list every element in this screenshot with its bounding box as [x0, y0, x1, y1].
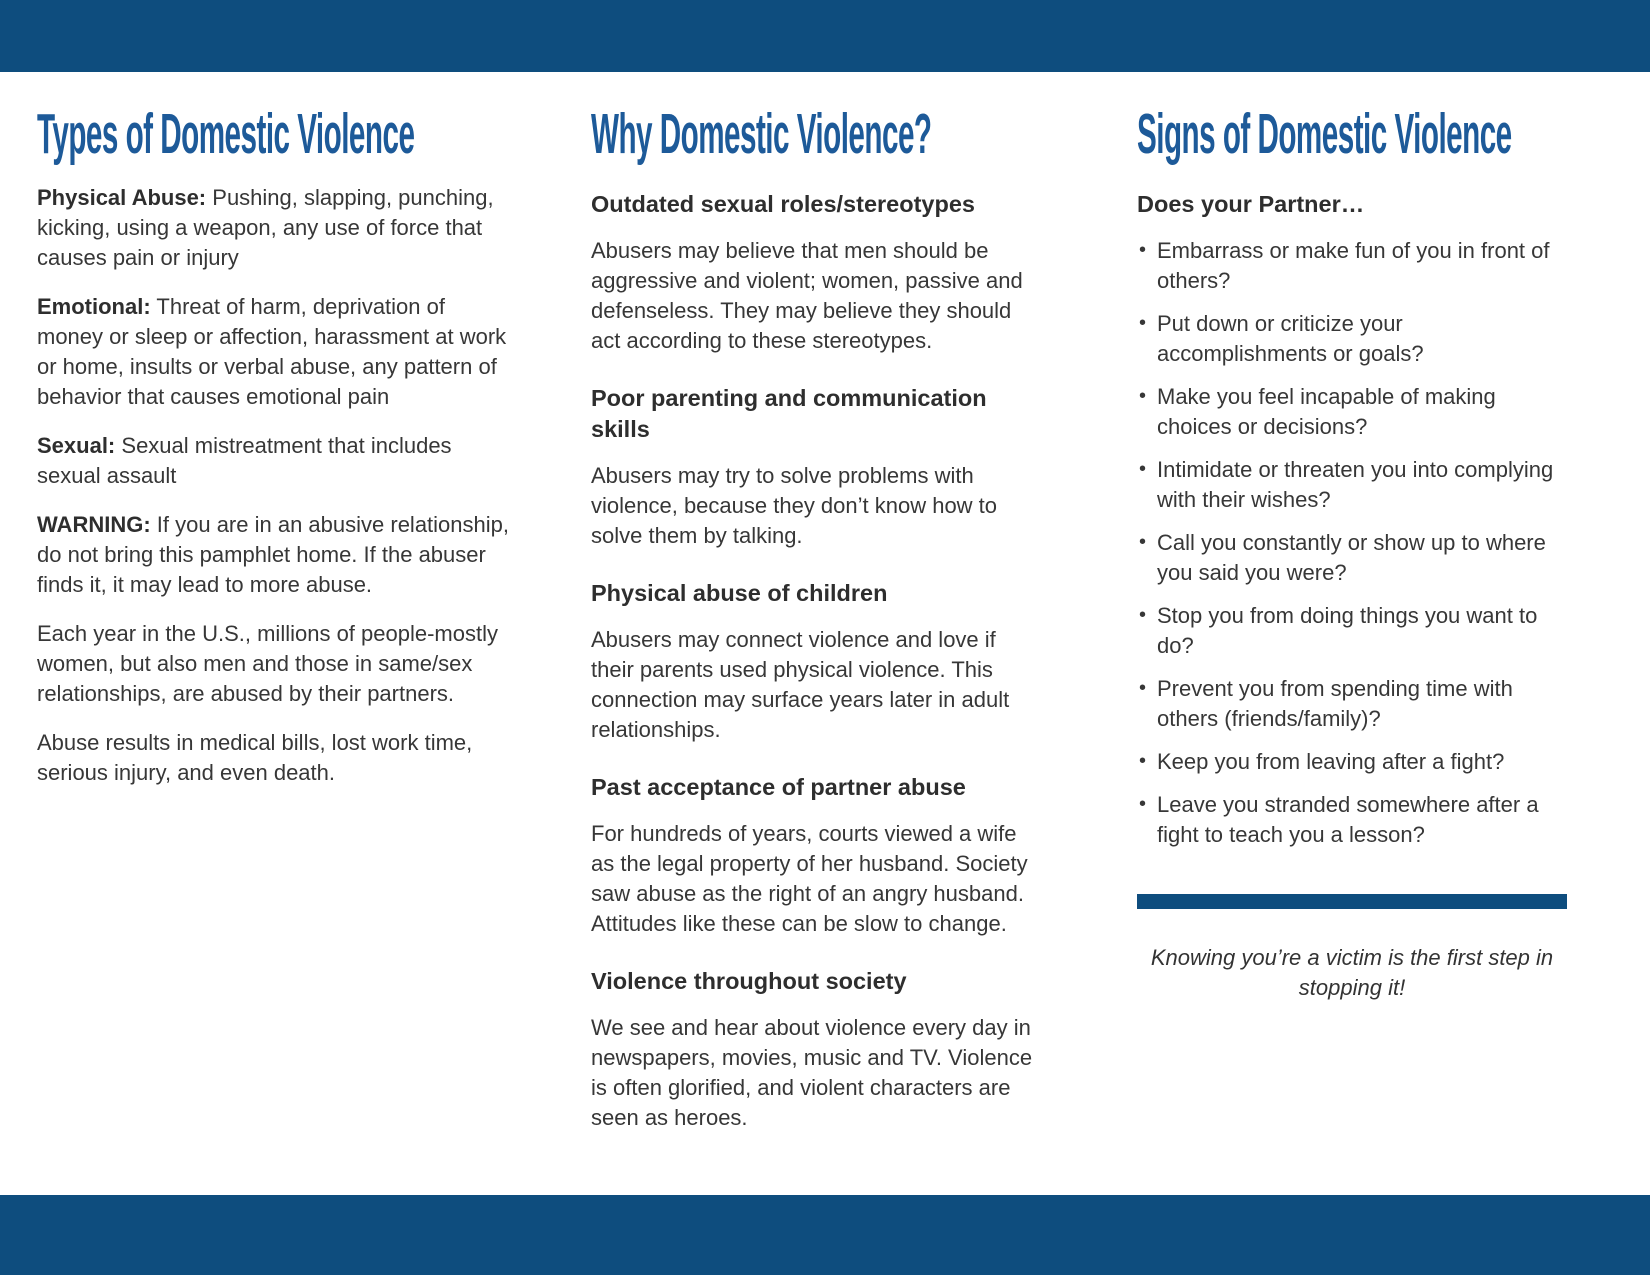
why-body-children: Abusers may connect violence and love if their parents used physical violence. This connection may surface years later in adult relationships. — [591, 627, 1010, 742]
types-lead-physical: Physical Abuse: — [37, 185, 207, 210]
bottom-bar — [0, 1195, 1650, 1275]
list-item: • Embarrass or make fun of you in front of others? — [1137, 236, 1567, 296]
list-item: • Leave you stranded somewhere after a fight to teach you a lesson? — [1137, 790, 1567, 850]
why-body-parenting: Abusers may try to solve problems with violence, because they don’t know how to solve them by talking. — [591, 463, 998, 548]
why-subheading-stereotypes: Outdated sexual roles/stereotypes — [591, 191, 975, 217]
why-body-society: We see and hear about violence every day in newspapers, movies, music and TV. Violence is often glorified, and violent characters are seen as heroes. — [591, 1015, 1033, 1130]
types-paragraph-physical — [37, 183, 515, 273]
types-text-physical: Pushing, slapping, punching, kicking, using a weapon, any use of force that causes pain or injury — [37, 185, 494, 270]
types-text-warning: If you are in an abusive relationship, do not bring this pamphlet home. If the abuser finds it, it may lead to more abuse. — [37, 512, 509, 597]
signs-subheading: Does your Partner… — [1137, 191, 1365, 217]
types-paragraph-emotional — [37, 292, 515, 412]
types-text-sexual: Sexual mistreatment that includes sexual assault — [37, 433, 452, 488]
list-item: • Prevent you from spending time with others (friends/family)? — [1137, 674, 1567, 734]
why-subheading-children: Physical abuse of children — [591, 580, 888, 606]
types-lead-warning: WARNING: — [37, 512, 151, 537]
types-paragraph-consequences: Abuse results in medical bills, lost work time, serious injury, and even death. — [37, 730, 473, 785]
why-body-acceptance: For hundreds of years, courts viewed a wife as the legal property of her husband. Society saw abuse as the right of an angry husband. Attitudes like these can be slow to change. — [591, 821, 1028, 936]
top-bar — [0, 0, 1650, 72]
why-subheading-parenting: Poor parenting and communication skills — [591, 385, 987, 442]
column-why — [591, 102, 1041, 1195]
types-lead-emotional: Emotional: — [37, 294, 151, 319]
callout-text: Knowing you’re a victim is the first step in stopping it! — [1150, 945, 1554, 1000]
types-text-emotional: Threat of harm, deprivation of money or sleep or affection, harassment at work or home, insults or verbal abuse, any pattern of behavior that causes emotional pain — [37, 294, 507, 409]
signs-title: Signs of Domestic Violence — [1137, 102, 1512, 166]
why-title: Why Domestic Violence? — [591, 102, 932, 166]
signs-list — [1137, 236, 1567, 850]
types-title: Types of Domestic Violence — [37, 102, 415, 166]
list-item: • Make you feel incapable of making choices or decisions? — [1137, 382, 1567, 442]
list-item: • Intimidate or threaten you into complying with their wishes? — [1137, 455, 1567, 515]
why-subheading-society: Violence throughout society — [591, 968, 907, 994]
types-paragraph-sexual — [37, 431, 515, 491]
column-types — [37, 102, 515, 1195]
pamphlet-content — [0, 72, 1650, 1195]
types-lead-sexual: Sexual: — [37, 433, 116, 458]
list-item: • Keep you from leaving after a fight? — [1137, 747, 1567, 777]
list-item: • Put down or criticize your accomplishments or goals? — [1137, 309, 1567, 369]
list-item: • Call you constantly or show up to where you said you were? — [1137, 528, 1567, 588]
why-subheading-acceptance: Past acceptance of partner abuse — [591, 774, 966, 800]
types-paragraph-statistics: Each year in the U.S., millions of people-mostly women, but also men and those in same/sex relationships, are abused by their partners. — [37, 621, 498, 706]
why-body-stereotypes: Abusers may believe that men should be aggressive and violent; women, passive and defenseless. They may believe they should act according to these stereotypes. — [591, 238, 1023, 353]
divider-bar — [1137, 894, 1567, 909]
column-signs — [1137, 102, 1567, 1195]
types-paragraph-warning — [37, 510, 515, 600]
list-item: • Stop you from doing things you want to do? — [1137, 601, 1567, 661]
